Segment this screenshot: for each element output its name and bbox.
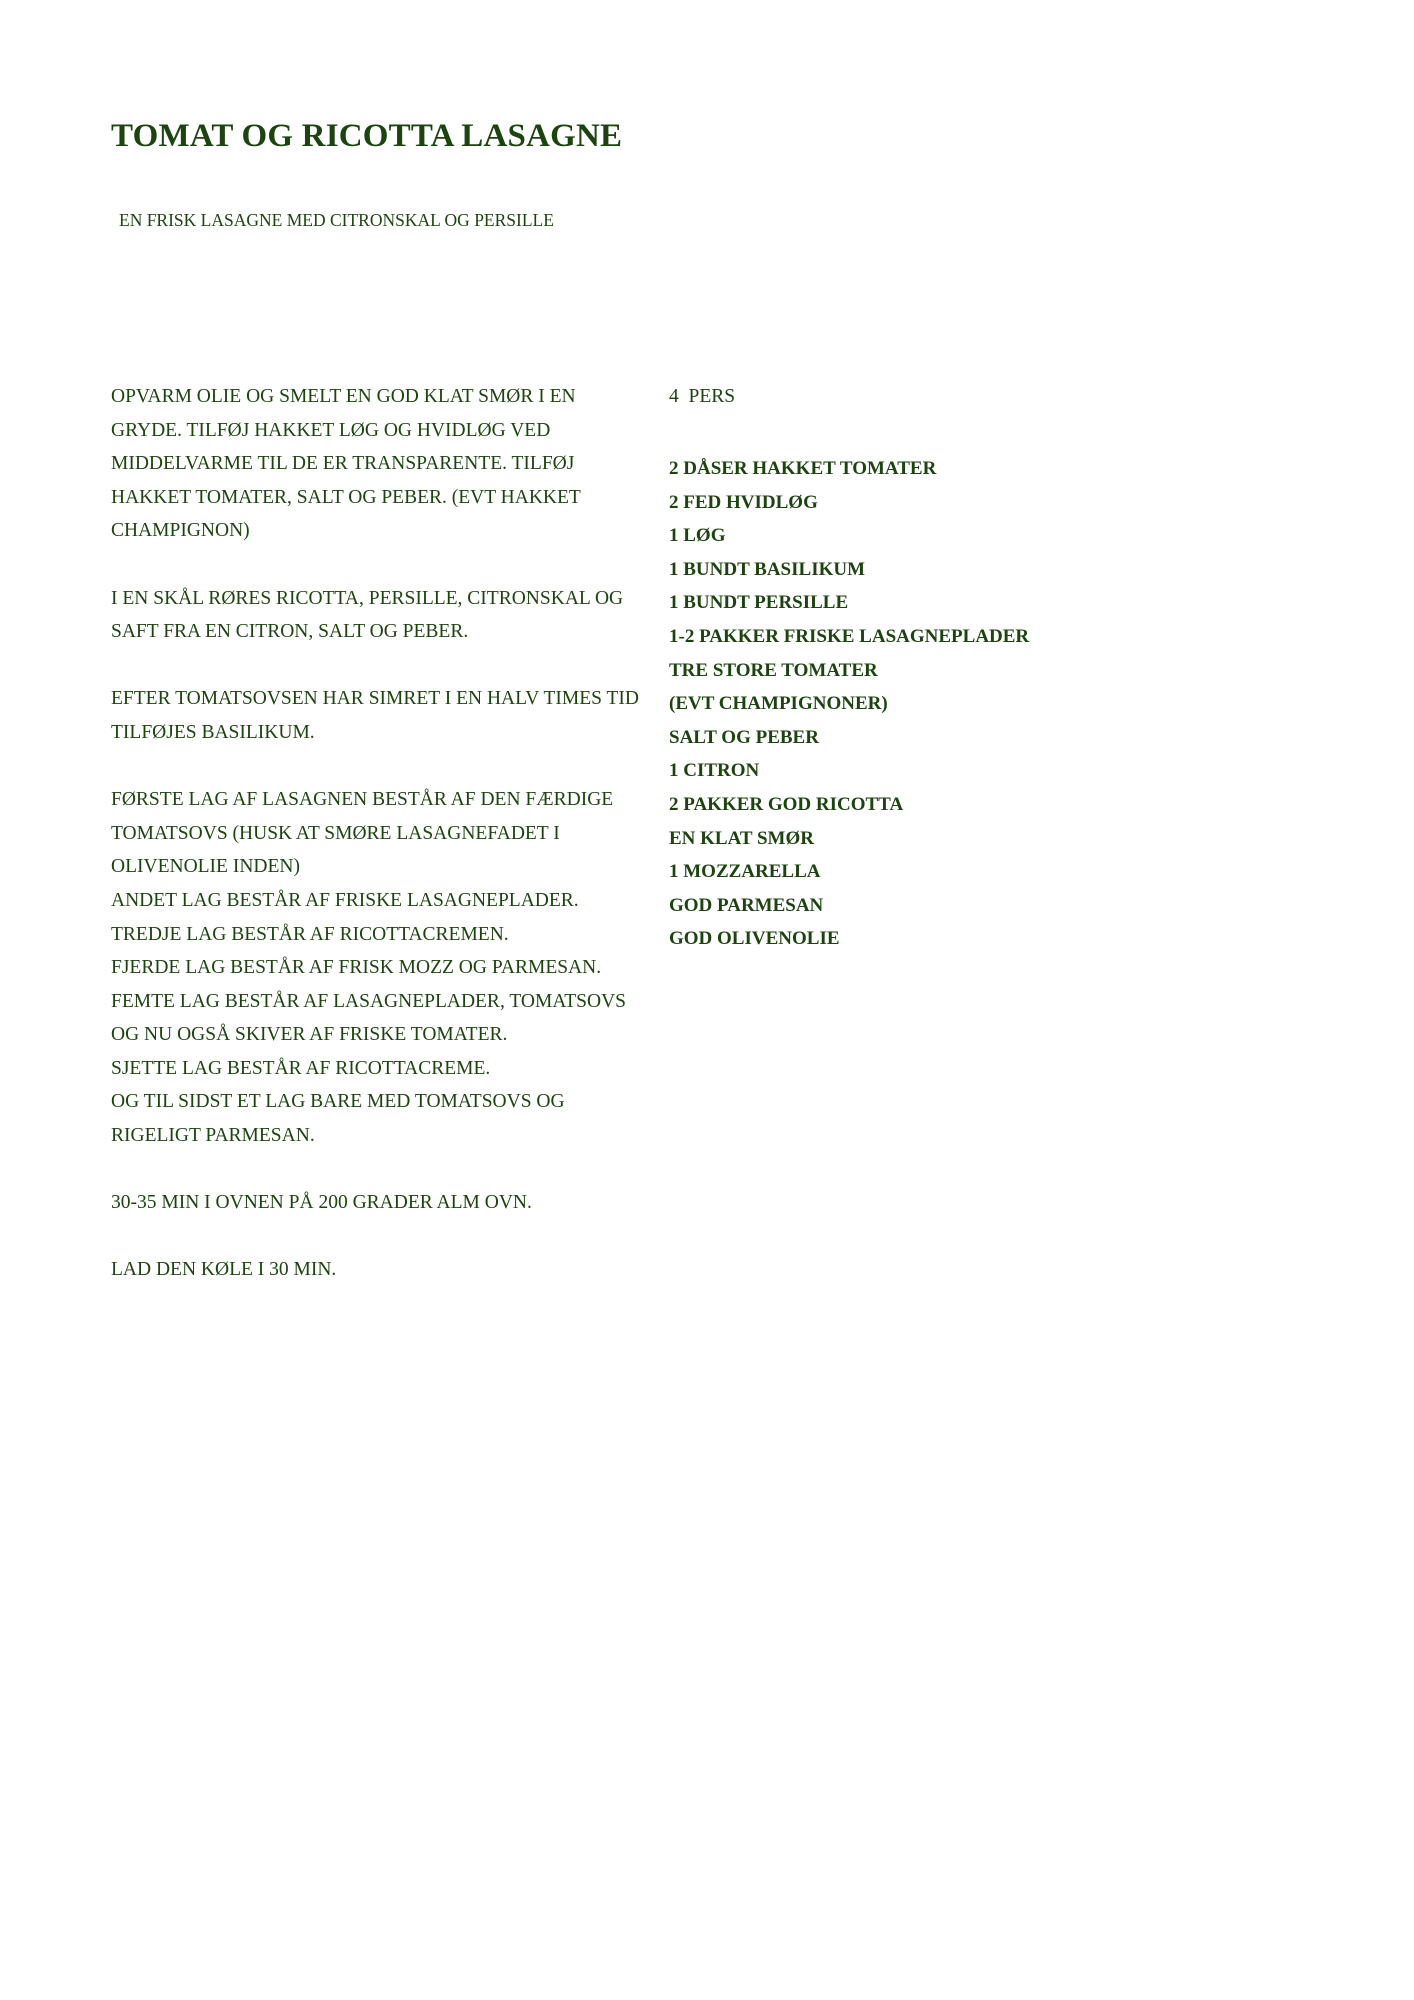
ingredient-item: 2 PAKKER GOD RICOTTA xyxy=(669,793,904,815)
ingredient-item: 1 CITRON xyxy=(669,760,760,782)
ingredient-item: 1 BUNDT BASILIKUM xyxy=(669,558,866,580)
recipe-title: TOMAT OG RICOTTA LASAGNE xyxy=(111,118,623,154)
ingredient-item: 2 DÅSER HAKKET TOMATER xyxy=(669,458,937,479)
ingredient-item: 1 LØG xyxy=(669,525,726,547)
ingredient-item: (EVT CHAMPIGNONER) xyxy=(669,693,888,715)
ingredient-item: 1-2 PAKKER FRISKE LASAGNEPLADER xyxy=(669,625,1030,647)
instruction-step: LAD DEN KØLE I 30 MIN. xyxy=(111,1259,337,1281)
ingredient-item: GOD PARMESAN xyxy=(669,894,824,916)
ingredient-item: EN KLAT SMØR xyxy=(669,827,814,849)
instruction-step: EFTER TOMATSOVSEN HAR SIMRET I EN HALV TIMES TID TILFØJES BASILIKUM. xyxy=(111,688,640,743)
instructions-section xyxy=(111,380,641,1321)
instruction-step: OPVARM OLIE OG SMELT EN GOD KLAT SMØR I EN GRYDE. TILFØJ HAKKET LØG OG HVIDLØG VED MIDDELVARME TIL DE ER TRANSPARENTE. TILFØJ HAKKET TOMATER, SALT OG PEBER. (EVT HAKKET CHAMPIGNON) xyxy=(111,386,581,542)
servings-label: 4 PERS xyxy=(669,386,736,407)
ingredient-item: 1 MOZZARELLA xyxy=(669,861,821,883)
ingredient-item: TRE STORE TOMATER xyxy=(669,659,878,681)
ingredient-item: 2 FED HVIDLØG xyxy=(669,491,818,513)
ingredient-item: GOD OLIVENOLIE xyxy=(669,928,840,950)
instruction-step: FØRSTE LAG AF LASAGNEN BESTÅR AF DEN FÆRDIGE TOMATSOVS (HUSK AT SMØRE LASAGNEFADET I OLIVENOLIE INDEN) ANDET LAG BESTÅR AF FRISKE LASAGNEPLADER. TREDJE LAG BESTÅR AF RICOTTACREMEN. FJERDE LAG BESTÅR AF FRISK MOZZ OG PARMESAN. FEMTE LAG BESTÅR AF LASAGNEPLADER, TOMATSOVS OG NU OGSÅ SKIVER AF FRISKE TOMATER. SJETTE LAG BESTÅR AF RICOTTACREME. OG TIL SIDST ET LAG BARE MED TOMATSOVS OG RIGELIGT PARMESAN. xyxy=(111,789,627,1147)
ingredient-list xyxy=(669,452,1089,956)
ingredient-item: 1 BUNDT PERSILLE xyxy=(669,592,849,614)
instruction-step: 30-35 MIN I OVNEN PÅ 200 GRADER ALM OVN. xyxy=(111,1192,532,1214)
ingredient-item: SALT OG PEBER xyxy=(669,726,819,748)
recipe-subtitle: EN FRISK LASAGNE MED CITRONSKAL OG PERSILLE xyxy=(119,210,554,230)
instruction-step: I EN SKÅL RØRES RICOTTA, PERSILLE, CITRONSKAL OG SAFT FRA EN CITRON, SALT OG PEBER. xyxy=(111,587,624,643)
